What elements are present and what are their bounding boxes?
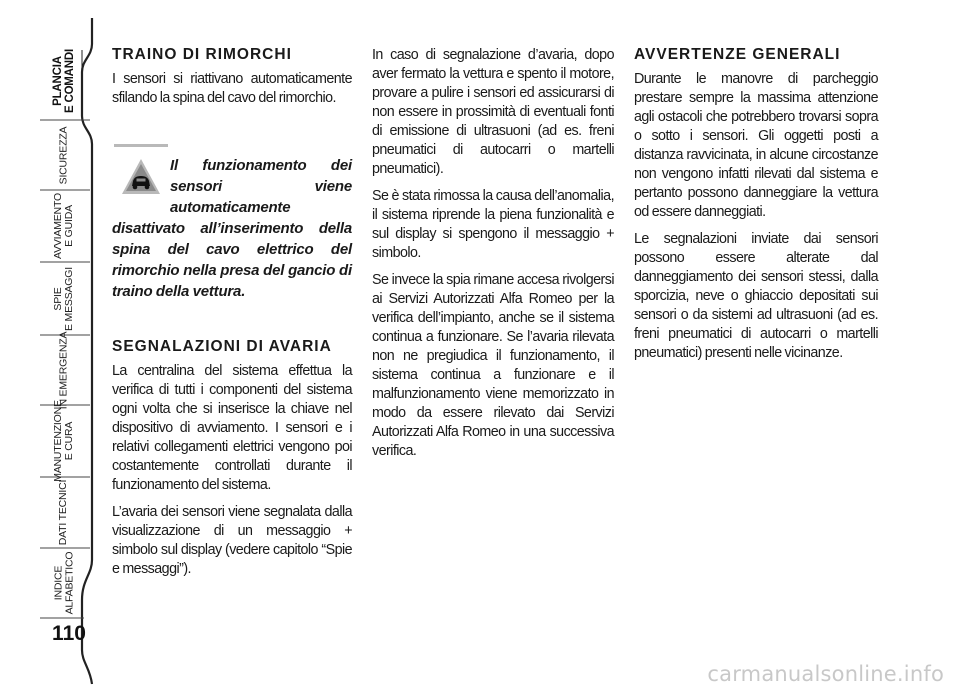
- tab-label: MANUTENZIONE E CURA: [52, 400, 76, 482]
- tab-manutenzione-e-cura[interactable]: [38, 400, 90, 482]
- tab-avviamento-e-guida[interactable]: [38, 190, 90, 262]
- tab-label: INDICE ALFABETICO: [52, 551, 75, 615]
- tab-indice-alfabetico[interactable]: [38, 548, 90, 618]
- paragraph: Le segnalazioni inviate dai sensori possono essere alterate dal danneggiamento dei sensori stessi, dalla sporcizia, neve o ghiaccio depositati sui sensori o da sistemi ad ultrasuoni (ad es. freni pneumatici di autocarri o martelli pneumatici) presenti nelle vicinanze.: [634, 231, 878, 361]
- paragraph: La centralina del sistema effettua la verifica di tutti i componenti del sistema ogni volta che si inserisce la chiave nel dispositivo di avviamento. I sensori e i relativi collegamenti elettrici vengono poi costantemente controllati durante il funzionamento del sistema.: [112, 363, 352, 493]
- paragraph: I sensori si riattivano automaticamente sfilando la spina del cavo del rimorchio.: [112, 71, 352, 106]
- warning-rule: [114, 144, 168, 147]
- heading-segnalazioni-di-avaria: SEGNALAZIONI DI AVARIA: [112, 338, 332, 355]
- tab-label: AVVIAMENTO E GUIDA: [52, 193, 76, 259]
- section-segnalazioni: [112, 338, 352, 579]
- paragraph: In caso di segnalazione d’avaria, dopo aver fermato la vettura e spento il motore, provare a pulire i sensori ed assicurarsi di non essere in prossimità di eventuali fonti di emissione di ultrasuoni (ad es. freni pneumatici di autocarri o martelli pneumatici).: [372, 47, 614, 177]
- paragraph: Se invece la spia rimane accesa rivolgersi ai Servizi Autorizzati Alfa Romeo per la verifica dell’impianto, anche se il sistema continua a funzionare. Se l’avaria rilevata non ne pregiudica il funzionamento, il sistema continua a funzionare e il malfunzionamento viene memorizzato in modo da essere rilevato dai Servizi Autorizzati Alfa Romeo in una successiva verifica.: [372, 272, 614, 459]
- tab-spie-e-messaggi[interactable]: [38, 262, 90, 335]
- column-3: [634, 46, 878, 371]
- column-1: [112, 46, 352, 587]
- paragraph: Durante le manovre di parcheggio prestare sempre la massima attenzione agli ostacoli che potrebbero trovarsi sopra o sotto i sensori. Gli oggetti posti a distanza ravvicinata, in alcune circostanze non vengono infatti rilevati dal sistema e pertanto possono danneggiare la vettura od essere danneggiati.: [634, 71, 878, 220]
- warning-text: Il funzionamento dei sensori viene automaticamente disattivato all’inserimento della spina del cavo elettrico del rimorchio nella presa del gancio di traino della vettura.: [112, 157, 352, 300]
- tab-label: SICUREZZA: [57, 126, 70, 184]
- heading-traino-di-rimorchi: TRAINO DI RIMORCHI: [112, 46, 292, 63]
- column-2: [372, 46, 614, 469]
- tab-label: IN EMERGENZA: [57, 331, 70, 409]
- tab-plancia-e-comandi[interactable]: [38, 44, 90, 118]
- heading-avvertenze-generali: AVVERTENZE GENERALI: [634, 46, 841, 63]
- tab-dati-tecnici[interactable]: [38, 477, 90, 548]
- tab-label: DATI TECNICI: [57, 479, 70, 546]
- tab-label: PLANCIA E COMANDI: [52, 48, 77, 114]
- chapter-tab-sidebar: [0, 0, 100, 692]
- watermark: carmanualsonline.info: [707, 662, 944, 686]
- warning-box: [112, 144, 352, 302]
- page-number: 110: [52, 622, 86, 645]
- paragraph: L’avaria dei sensori viene segnalata dalla visualizzazione di un messaggio + simbolo sul display (vedere capitolo “Spie e messaggi”).: [112, 504, 352, 577]
- car-warning-triangle-icon: [120, 156, 162, 198]
- tab-in-emergenza[interactable]: [38, 331, 90, 409]
- tab-sicurezza[interactable]: [38, 120, 90, 190]
- tab-label: SPIE E MESSAGGI: [52, 266, 75, 331]
- paragraph: Se è stata rimossa la causa dell’anomalia, il sistema riprende la piena funzionalità e sul display si spengono il messaggio + simbolo.: [372, 188, 614, 261]
